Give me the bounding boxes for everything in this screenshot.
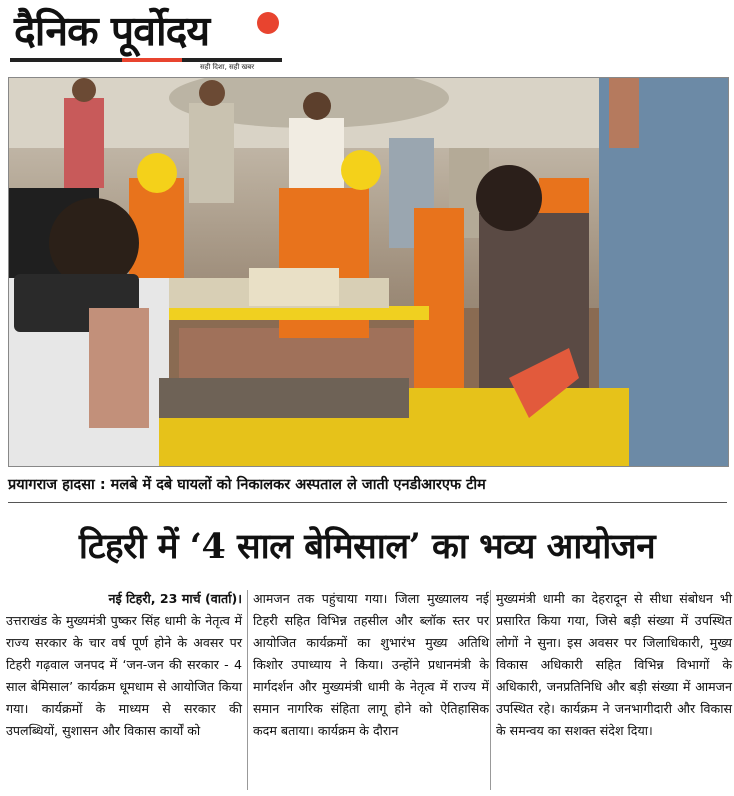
logo-dot-icon	[257, 12, 279, 34]
masthead-rule	[10, 58, 282, 62]
article-body-part-3: मुख्यमंत्री धामी का देहरादून से सीधा संबोधन भी प्रसारित किया गया, जिसे बड़ी संख्या में उपस्थित लोगों ने सुना। इस अवसर पर जिलाधिकारी, मुख्य विकास अधिकारी सहित विभिन्न विभागों के अधिकारी, जनप्रतिनिधि और बड़ी संख्या में आमजन उपस्थित रहे। कार्यक्रम ने जनभागीदारी और विकास के समन्वय का सशक्त संदेश दिया।	[496, 591, 732, 738]
article-dateline: नई टिहरी, 23 मार्च (वार्ता)।	[108, 591, 242, 606]
photo-caption: प्रयागराज हादसा : मलबे में दबे घायलों को निकालकर अस्पताल ले जाती एनडीआरएफ टीम	[8, 477, 486, 493]
column-divider	[247, 590, 248, 790]
article-column-1	[6, 588, 242, 742]
section-divider	[8, 502, 727, 503]
article-body-part-1: उत्तराखंड के मुख्यमंत्री पुष्कर सिंह धामी के नेतृत्व में राज्य सरकार के चार वर्ष पूर्ण होने के अवसर पर टिहरी गढ़वाल जनपद में ‘जन-जन की सरकार - 4 साल बेमिसाल’ कार्यक्रम धूमधाम से आयोजित किया गया। कार्यक्रमों के माध्यम से सरकार की उपलब्धियों, सुशासन और विकास कार्यों को	[6, 613, 242, 738]
column-divider	[490, 590, 491, 790]
newspaper-tagline: सही दिशा, सही खबर	[200, 63, 255, 71]
article-column-2	[253, 588, 489, 742]
article-headline: टिहरी में ‘4 साल बेमिसाल’ का भव्य आयोजन	[78, 526, 656, 567]
newspaper-title: दैनिक पूर्वोदय	[14, 7, 210, 55]
rescue-scene-illustration	[9, 78, 728, 466]
news-photo	[8, 77, 729, 467]
article-body-part-2: आमजन तक पहुंचाया गया। जिला मुख्यालय नई टिहरी सहित विभिन्न तहसील और ब्लॉक स्तर पर आयोजित कार्यक्रमों का शुभारंभ मुख्य अतिथि किशोर उपाध्याय ने किया। उन्होंने प्रधानमंत्री के मार्गदर्शन और मुख्यमंत्री धामी के नेतृत्व में राज्य में समान नागरिक संहिता लागू होने को ऐतिहासिक कदम बताया। कार्यक्रम के दौरान	[253, 591, 489, 738]
masthead	[0, 0, 734, 72]
article-column-3	[496, 588, 732, 742]
